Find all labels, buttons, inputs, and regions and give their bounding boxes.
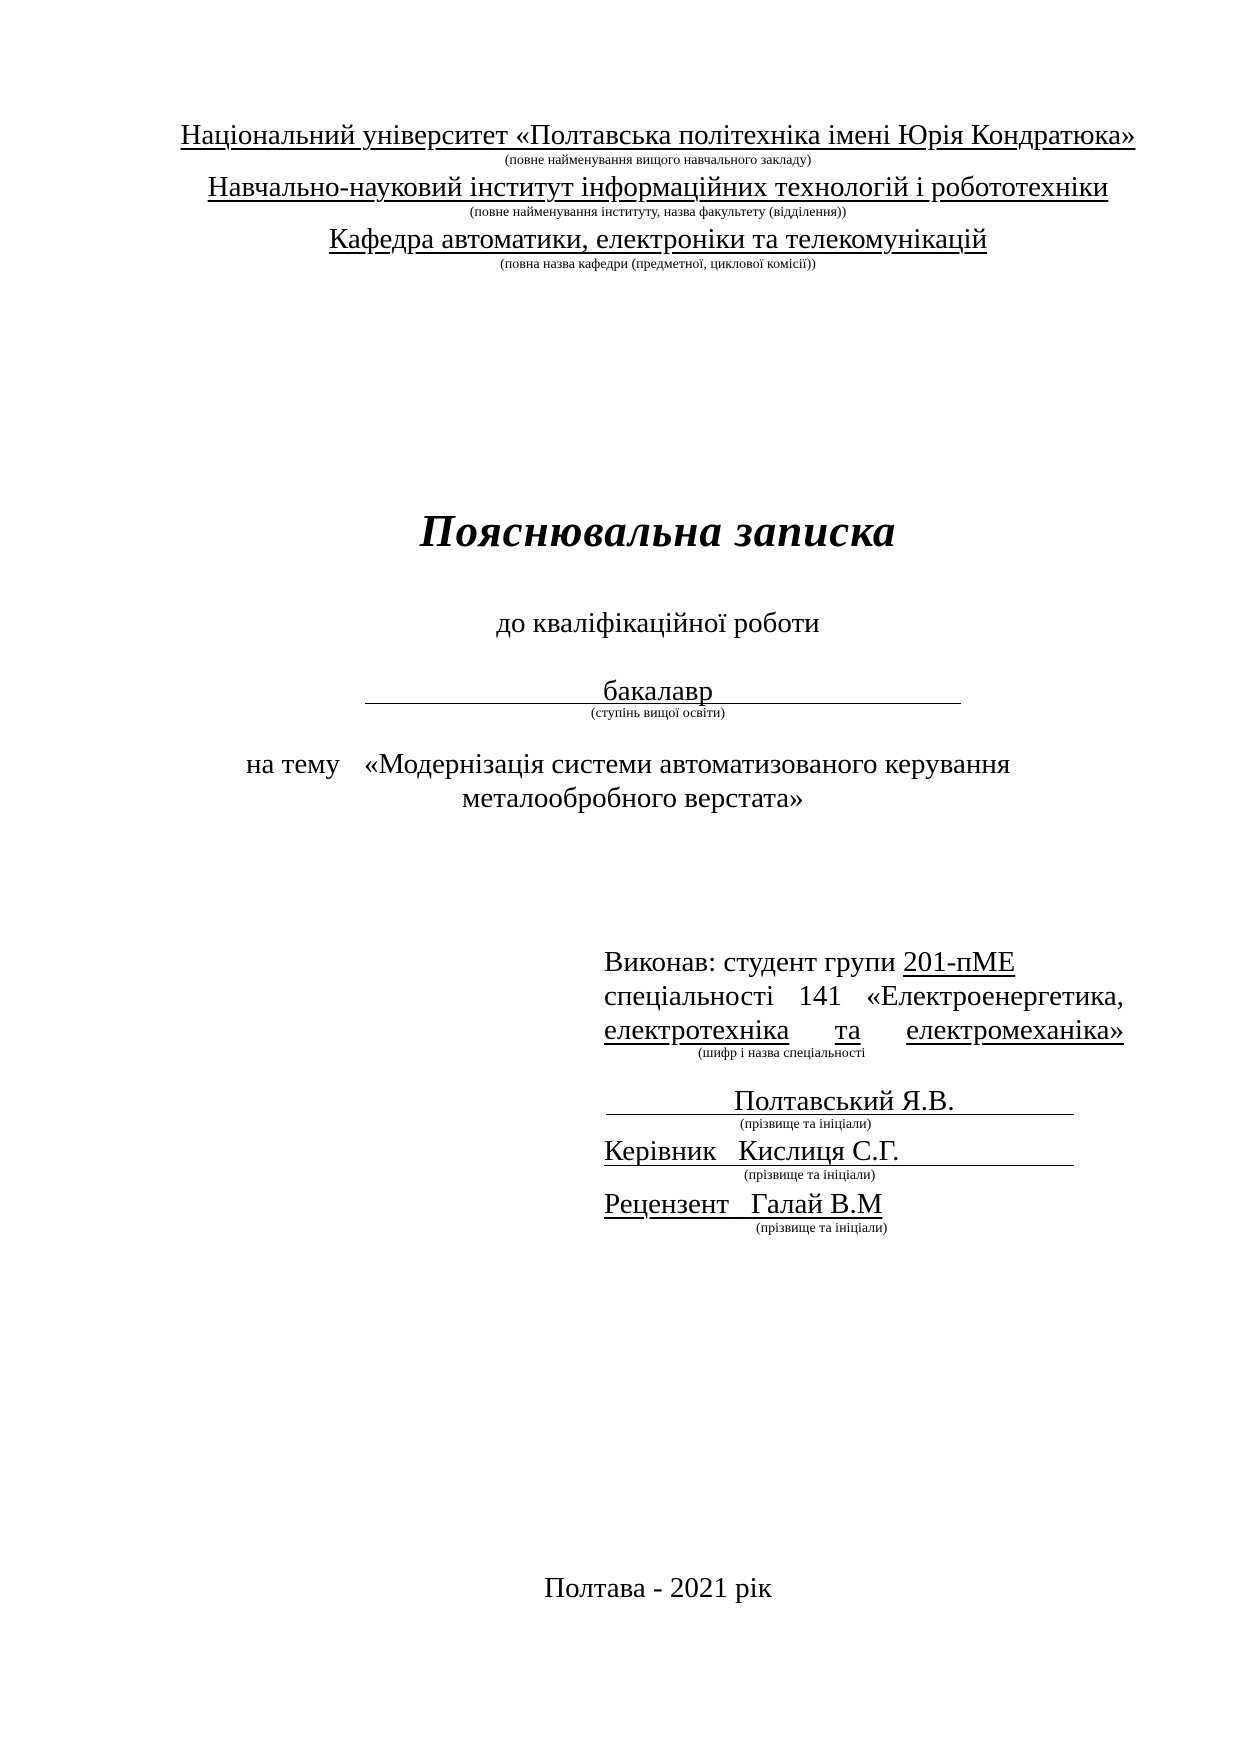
- reviewer-caption: (прізвище та ініціали): [756, 1221, 888, 1236]
- university-caption: (повне найменування вищого навчального закладу): [504, 153, 812, 168]
- student-underline: [606, 1114, 1074, 1115]
- reviewer-label: Рецензент: [604, 1188, 730, 1220]
- specialty-caption: (шифр і назва спеціальності: [698, 1046, 866, 1061]
- institute-caption: (повне найменування інституту, назва факультету (відділення)): [469, 205, 847, 220]
- reviewer-line: [604, 1187, 882, 1221]
- student-name: Полтавський Я.В.: [734, 1085, 955, 1117]
- department-name: Кафедра автоматики, електроніки та телекомунікацій: [328, 223, 988, 255]
- group-number: 201-пМЕ: [903, 946, 1016, 978]
- topic-line-2: металообробного верстата»: [462, 782, 804, 814]
- specialty-code: 141: [798, 980, 842, 1012]
- degree-caption: (ступінь вищої освіти): [590, 706, 726, 721]
- university-name: Національний університет «Полтавська політехніка імені Юрія Кондратюка»: [180, 119, 1136, 151]
- department-caption: (повна назва кафедри (предметної, циклової комісії)): [500, 257, 816, 272]
- specialty-name-part2a: електротехніка: [604, 1014, 790, 1046]
- specialty-name-part1: «Електроенергетика,: [866, 980, 1124, 1012]
- city-year: Полтава - 2021 рік: [544, 1572, 772, 1604]
- supervisor-caption: (прізвище та ініціали): [744, 1168, 876, 1183]
- completed-label: Виконав: студент групи: [604, 946, 896, 978]
- topic-prefix: на тему: [246, 748, 341, 780]
- specialty-line-1: [604, 979, 1124, 1013]
- specialty-name-part2b: та: [834, 1014, 861, 1046]
- author-line-1: [604, 945, 1015, 979]
- document-subtitle: до кваліфікаційної роботи: [496, 607, 820, 639]
- institute-name: Навчально-науковий інститут інформаційних технологій і робототехніки: [207, 171, 1109, 203]
- document-title: Пояснювальна записка: [419, 506, 897, 556]
- supervisor-underline: [604, 1165, 1074, 1166]
- supervisor-line: [604, 1134, 899, 1168]
- specialty-line-2: [604, 1013, 1124, 1047]
- specialty-name-part2c: електромеханіка»: [906, 1014, 1124, 1046]
- student-caption: (прізвище та ініціали): [740, 1117, 872, 1132]
- supervisor-name: Кислиця С.Г.: [738, 1135, 900, 1167]
- topic-line-1: «Модернізація системи автоматизованого керування: [364, 748, 1011, 780]
- supervisor-label: Керівник: [604, 1135, 717, 1167]
- specialty-word: спеціальності: [604, 980, 775, 1012]
- degree-underline: [365, 703, 961, 704]
- reviewer-name: Галай В.М: [750, 1188, 883, 1220]
- degree-value: бакалавр: [603, 675, 713, 707]
